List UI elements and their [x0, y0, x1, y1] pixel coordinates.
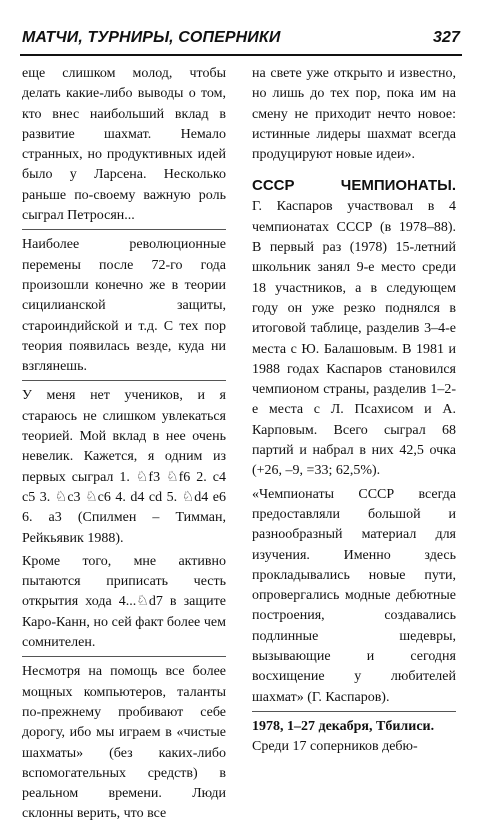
paragraph-separator [22, 656, 226, 657]
running-title: МАТЧИ, ТУРНИРЫ, СОПЕРНИКИ [22, 29, 281, 46]
section-heading-right: ЧЕМПИОНАТЫ. [340, 177, 456, 195]
left-paragraph-2: Наиболее революционные перемены после 72-го года произошли конечно же в теории сицилианской защиты, староиндийской и т.д. С тех пор теория появилась везде, куда ни взглянешь. [22, 237, 226, 375]
left-paragraph-3: У меня нет учеников, и я стараюсь не слишком увлекаться теорией. Мой вклад в нее очень невелик. Кажется, я одним из первых сыграл 1. ♘f3 ♘f6 2. c4 c5 3. ♘c3 ♘c6 4. d4 cd 5. ♘d4 e6 6. a3 (Спилмен – Тимман, Рейкьявик 1988). [22, 388, 226, 546]
paragraph-separator [22, 380, 226, 381]
header-rule [20, 54, 462, 56]
right-paragraph-2: Г. Каспаров участвовал в 4 чемпионатах СССР (в 1978–88). В первый раз (1978) 15-летний школьник занял 9-е место среди 18 участников, а в следующем году он уже резко поднялся в итоговой таблице, разделив 3–4-е места с Ю. Балашовым. В 1981 и 1988 годах Каспаров становился чемпионом страны, разделив 1–2-е места с Л. Псахисом и А. Карповым. Всего сыграл 68 партий и набрал в них 42,5 очка (+26, –9, =33; 62,5%). [252, 199, 456, 479]
kasparov-quote: «Чемпионаты СССР всегда предоставляли большой и разнообразный материал для изучения. Именно здесь прокладывались новые пути, опровергались модные дебютные построения, создавались подлинные шедевры, вызывающие и сегодня восхищение у любителей шахмат» (Г. Каспаров). [252, 486, 456, 705]
left-paragraph-4: Кроме того, мне активно пытаются приписать честь открытия хода 4...♘d7 в защите Каро-Канн, но сей факт более чем сомнителен. [22, 553, 226, 651]
left-column [22, 64, 226, 825]
left-paragraph-1: еще слишком молод, чтобы делать какие-либо выводы о том, кто внес наибольший вклад в развитие шахмат. Немало странных, но продуктивных идей было у Ларсена. Несколько раньше по-своему важную роль сыграл Петросян... [22, 66, 226, 224]
right-paragraph-4: Среди 17 соперников дебю- [252, 739, 418, 755]
paragraph-separator [252, 711, 456, 712]
paragraph-separator [22, 229, 226, 230]
page-number: 327 [433, 29, 460, 46]
right-column [252, 64, 456, 758]
section-heading [252, 175, 456, 197]
left-paragraph-5: Несмотря на помощь все более мощных компьютеров, таланты по-прежнему пробивают себе дорогу, ибо мы играем в «чистые шахматы» (без каких-либо вспомогательных средств) в реальном времени. Люди склонны верить, что все [22, 664, 226, 822]
section-heading-left: СССР [252, 177, 295, 195]
entry-date-line [252, 717, 456, 737]
right-paragraph-1: на свете уже открыто и известно, но лишь до тех пор, пока им на смену не приходит нечто новое: истинные лидеры шахмат всегда продуцируют новые идеи». [252, 66, 456, 163]
page-header [22, 24, 460, 52]
entry-date: 1978, 1–27 декабря, Тбилиси. [252, 718, 435, 734]
